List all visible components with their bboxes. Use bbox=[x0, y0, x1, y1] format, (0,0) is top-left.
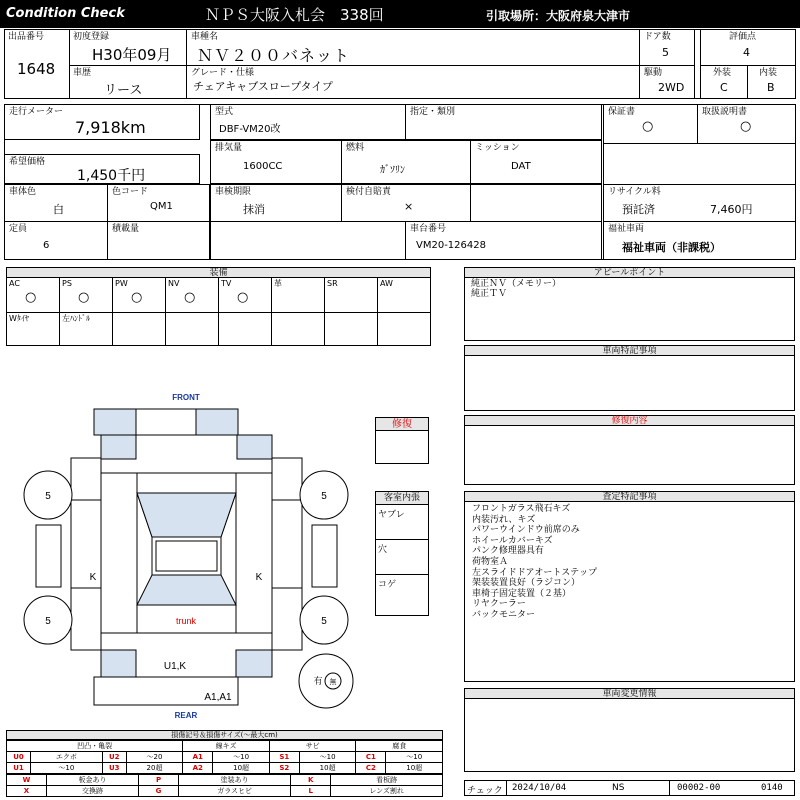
right-body bbox=[236, 473, 272, 633]
cabin-header: 客室内張 bbox=[375, 491, 429, 505]
roof-inner bbox=[156, 541, 217, 571]
legend-cell: U2 bbox=[102, 752, 126, 763]
equipment-cell bbox=[112, 312, 166, 346]
equipment-cell bbox=[271, 277, 325, 313]
note-line: パンク修理器具有 bbox=[472, 546, 544, 557]
interior-cell bbox=[747, 65, 796, 99]
equipment-header: 装備 bbox=[6, 267, 431, 278]
reg-date: H30年09月 bbox=[92, 46, 172, 64]
insurance-cell bbox=[341, 184, 471, 222]
drive-label: 駆動 bbox=[644, 68, 663, 78]
check-date: 2024/10/04 bbox=[512, 783, 567, 793]
equipment-cell bbox=[6, 312, 60, 346]
left-side-mark: K bbox=[89, 572, 97, 583]
designation-label: 指定・類別 bbox=[410, 107, 456, 117]
note-line: 荷物室Ａ bbox=[472, 556, 509, 567]
welfare-value: 福祉車両（非課税） bbox=[622, 241, 721, 254]
tire-mark-lf: 5 bbox=[45, 491, 51, 502]
lot-cell bbox=[4, 29, 70, 99]
left-front-fender bbox=[71, 458, 101, 500]
exterior-cell bbox=[700, 65, 748, 99]
legend-cell: U3 bbox=[102, 763, 126, 774]
equipment-mark: ○ bbox=[78, 290, 90, 305]
spare-status: 無 bbox=[329, 679, 337, 686]
lot-label: 出品番号 bbox=[8, 32, 45, 42]
legend-cell: 看板跡 bbox=[331, 775, 443, 786]
exterior-label: 外装 bbox=[713, 68, 732, 78]
legend-cell: X bbox=[7, 786, 47, 797]
chassis-label: 車台番号 bbox=[410, 224, 447, 234]
price-value: 1,450千円 bbox=[77, 168, 146, 184]
note-line: ホイールカバーキズ bbox=[472, 535, 553, 546]
legend-cell: 20超 bbox=[126, 763, 183, 774]
tire-mark-lr: 5 bbox=[45, 616, 51, 627]
reg-label: 初度登録 bbox=[73, 32, 110, 42]
equipment-label: AC bbox=[9, 279, 20, 288]
rear-damage-mark: U1,K bbox=[163, 661, 187, 672]
chassis-cell bbox=[405, 221, 602, 260]
drive-value: 2WD bbox=[658, 81, 685, 94]
insurance-extra-cell bbox=[470, 184, 602, 222]
equipment-label: TV bbox=[221, 279, 232, 288]
history-label: 車歴 bbox=[73, 68, 92, 78]
inspection-value: 抹消 bbox=[243, 203, 265, 216]
note-line: 内装汚れ、キズ bbox=[472, 514, 536, 525]
lot-number: 1648 bbox=[17, 60, 56, 78]
grade-value: チェアキャブスロープタイプ bbox=[193, 80, 333, 93]
footer-code: 00002-00 bbox=[677, 783, 721, 793]
recycle-cell bbox=[603, 184, 796, 222]
designation-cell bbox=[405, 104, 602, 140]
fuel-label: 燃料 bbox=[346, 143, 365, 153]
right-side-mark: K bbox=[255, 572, 263, 583]
equipment-mark: ○ bbox=[184, 290, 196, 305]
capacity-label: 定員 bbox=[9, 224, 28, 234]
grade-cell bbox=[186, 65, 640, 99]
hood-left-corner bbox=[101, 435, 136, 459]
repair-header: 修復 bbox=[375, 417, 429, 431]
appeal-box bbox=[464, 277, 795, 341]
front-bumper-left bbox=[94, 409, 136, 435]
capacity-cell bbox=[4, 221, 108, 260]
special-header: 車両特記事項 bbox=[464, 345, 795, 356]
history-cell bbox=[69, 65, 187, 99]
legend-cell: L bbox=[291, 786, 331, 797]
legend-cell: K bbox=[291, 775, 331, 786]
legend-group: 線キズ bbox=[183, 741, 270, 752]
equipment-cell bbox=[165, 312, 219, 346]
capacity-value: 6 bbox=[43, 240, 50, 251]
odometer-value: 7,918km bbox=[75, 118, 146, 137]
left-rear-quarter bbox=[71, 588, 101, 650]
changes-box bbox=[464, 698, 795, 772]
score-cell bbox=[700, 29, 796, 66]
legend-cell: C1 bbox=[356, 752, 386, 763]
equipment-label: Wﾀｲﾔ bbox=[9, 314, 29, 323]
cabin-item: ヤブレ bbox=[378, 510, 405, 520]
fuel-value: ｶﾞｿﾘﾝ bbox=[380, 165, 405, 176]
rear-label: REAR bbox=[174, 711, 198, 720]
right-front-fender bbox=[272, 458, 302, 500]
equipment-cell bbox=[218, 312, 272, 346]
equipment-cell bbox=[324, 312, 378, 346]
legend-cell: 10超 bbox=[386, 763, 443, 774]
inspection-cell bbox=[210, 184, 342, 222]
legend-cell: 10超 bbox=[213, 763, 270, 774]
appeal-line-2: 純正ＴＶ bbox=[471, 289, 508, 299]
displacement-value: 1600CC bbox=[243, 161, 283, 172]
equipment-cell bbox=[218, 277, 272, 313]
model-value: DBF-VM20改 bbox=[219, 124, 281, 135]
legend-cell: ガラスヒビ bbox=[179, 786, 291, 797]
legend-cell: 〜10 bbox=[386, 752, 443, 763]
reg-cell bbox=[69, 29, 187, 66]
cabin-item: コゲ bbox=[378, 580, 397, 590]
notes-list bbox=[472, 504, 597, 621]
bumper-damage-mark: A1,A1 bbox=[204, 692, 232, 703]
color-cell bbox=[4, 184, 108, 222]
mission-label: ミッション bbox=[475, 143, 520, 153]
appeal-header: アピールポイント bbox=[464, 267, 795, 278]
legend-cell: 〜10 bbox=[31, 763, 103, 774]
equipment-label: SR bbox=[327, 279, 338, 288]
equipment-label: PS bbox=[62, 279, 72, 288]
equipment-mark: ○ bbox=[131, 290, 143, 305]
note-line: リヤクーラー bbox=[472, 599, 526, 610]
odometer-cell bbox=[4, 104, 200, 140]
recycle-amount: 7,460円 bbox=[710, 203, 753, 216]
score-label: 評価点 bbox=[729, 32, 757, 42]
colorcode-label: 色コード bbox=[112, 187, 149, 197]
legend-cell: S2 bbox=[269, 763, 299, 774]
equipment-label: AW bbox=[380, 279, 393, 288]
odometer-label: 走行メーター bbox=[9, 107, 64, 117]
blank-right-cell bbox=[603, 143, 796, 185]
price-cell bbox=[4, 154, 200, 184]
warranty-cell bbox=[603, 104, 698, 144]
legend-cell: P bbox=[139, 775, 179, 786]
equipment-label: 左ﾊﾝﾄﾞﾙ bbox=[62, 314, 90, 323]
footer-divider bbox=[506, 781, 507, 795]
equipment-label: PW bbox=[115, 279, 128, 288]
color-label: 車体色 bbox=[9, 187, 37, 197]
grade-label: グレード・仕様 bbox=[191, 68, 255, 78]
legend-cell: U1 bbox=[7, 763, 31, 774]
note-line: 架装装置良好（ラジコン） bbox=[472, 578, 581, 589]
legend-cell: エクボ bbox=[31, 752, 103, 763]
right-slide-door bbox=[272, 500, 302, 588]
tire-mark-rr: 5 bbox=[321, 616, 327, 627]
notes-header: 査定特記事項 bbox=[464, 491, 795, 502]
equipment-cell bbox=[6, 277, 60, 313]
manual-label: 取扱説明書 bbox=[702, 107, 748, 117]
footer-bar bbox=[464, 780, 795, 796]
mission-value: DAT bbox=[511, 161, 531, 172]
model-label: 型式 bbox=[215, 107, 234, 117]
equipment-cell bbox=[324, 277, 378, 313]
recycle-status: 預託済 bbox=[622, 203, 655, 216]
legend-header: 損傷記号＆損傷サイズ(〜最大cm) bbox=[6, 730, 443, 740]
legend-cell: 〜10 bbox=[299, 752, 356, 763]
legend-cell: W bbox=[7, 775, 47, 786]
notes-box bbox=[464, 501, 795, 682]
welfare-label: 福祉車両 bbox=[608, 224, 645, 234]
doors-label: ドア数 bbox=[644, 32, 671, 42]
score-value: 4 bbox=[743, 46, 750, 59]
legend-cell: 板金あり bbox=[47, 775, 139, 786]
warranty-mark: ○ bbox=[642, 119, 654, 134]
equipment-cell bbox=[59, 312, 113, 346]
note-line: 車椅子固定装置（２基） bbox=[472, 588, 572, 599]
displacement-label: 排気量 bbox=[215, 143, 243, 153]
trunk-label: trunk bbox=[175, 616, 197, 626]
legend-group: サビ bbox=[269, 741, 356, 752]
cabin-box bbox=[375, 504, 429, 616]
warranty-label: 保証書 bbox=[608, 107, 636, 117]
insurance-label: 検付自賠責 bbox=[346, 187, 392, 197]
displacement-cell bbox=[210, 140, 342, 184]
equipment-mark: ○ bbox=[25, 290, 37, 305]
inspector: NS bbox=[612, 783, 625, 793]
price-label: 希望価格 bbox=[9, 157, 46, 167]
left-mirror bbox=[36, 525, 61, 587]
legend-cell: 交換跡 bbox=[47, 786, 139, 797]
auction-name: ＮＰＳ大阪入札会 338回 bbox=[205, 6, 384, 24]
exterior-value: C bbox=[720, 81, 728, 94]
footer-num: 0140 bbox=[761, 783, 783, 793]
legend-cell: 10超 bbox=[299, 763, 356, 774]
equipment-label: 革 bbox=[274, 279, 282, 288]
name-cell bbox=[186, 29, 640, 66]
hood-right-corner bbox=[237, 435, 272, 459]
mission-cell bbox=[470, 140, 602, 184]
right-mirror bbox=[312, 525, 337, 587]
manual-cell bbox=[697, 104, 796, 144]
legend-cell: U0 bbox=[7, 752, 31, 763]
header-bar bbox=[0, 0, 800, 28]
cabin-divider bbox=[376, 539, 428, 540]
welfare-cell bbox=[603, 221, 796, 260]
insurance-mark: × bbox=[404, 200, 414, 213]
cabin-item: 穴 bbox=[378, 545, 388, 555]
note-line: パワーウインドウ前席のみ bbox=[472, 525, 580, 536]
right-rear-quarter bbox=[272, 588, 302, 650]
equipment-cell bbox=[112, 277, 166, 313]
legend-cell: S1 bbox=[269, 752, 299, 763]
colorcode-value: QM1 bbox=[150, 201, 173, 212]
note-line: フロントガラス飛石キズ bbox=[472, 504, 571, 514]
history-value: リース bbox=[104, 83, 143, 98]
changes-header: 車両変更情報 bbox=[464, 688, 795, 699]
equipment-cell bbox=[271, 312, 325, 346]
legend-cell: A2 bbox=[183, 763, 213, 774]
repair-content-box bbox=[464, 425, 795, 485]
cabin-divider bbox=[376, 574, 428, 575]
back-door-left bbox=[101, 650, 136, 677]
legend-cell: G bbox=[139, 786, 179, 797]
pickup-location: 引取場所：大阪府泉大津市 bbox=[486, 9, 631, 23]
tire-mark-rf: 5 bbox=[321, 491, 327, 502]
legend-cell: 〜10 bbox=[213, 752, 270, 763]
front-label: FRONT bbox=[172, 393, 200, 402]
color-value: 白 bbox=[53, 203, 64, 216]
note-line: バックモニター bbox=[472, 609, 536, 620]
doc-title: Condition Check bbox=[6, 6, 125, 21]
doors-cell bbox=[639, 29, 695, 66]
spare-label: 有 bbox=[313, 676, 323, 686]
equipment-cell bbox=[377, 277, 431, 313]
appeal-line-1: 純正ＮＶ（メモリー） bbox=[471, 279, 562, 289]
recycle-label: リサイクル料 bbox=[608, 187, 661, 197]
back-door-right bbox=[236, 650, 272, 677]
legend-group: 腐食 bbox=[356, 741, 443, 752]
chassis-value: VM20-126428 bbox=[416, 240, 486, 251]
interior-value: B bbox=[767, 81, 775, 94]
inspection-label: 車検期限 bbox=[215, 187, 252, 197]
windshield-glass bbox=[137, 493, 236, 537]
drive-cell bbox=[639, 65, 695, 99]
legend-cell: レンズ割れ bbox=[331, 786, 443, 797]
front-bumper-right bbox=[196, 409, 238, 435]
interior-label: 内装 bbox=[759, 68, 778, 78]
left-body bbox=[101, 473, 137, 633]
colorcode-cell bbox=[107, 184, 210, 222]
legend-cell: 塗装あり bbox=[179, 775, 291, 786]
vehicle-name: ＮＶ２００バネット bbox=[197, 46, 351, 65]
note-line: 左スライドドアオートステップ bbox=[472, 567, 598, 578]
equipment-cell bbox=[59, 277, 113, 313]
legend-cell: A1 bbox=[183, 752, 213, 763]
rear-window bbox=[137, 575, 236, 605]
footer-divider bbox=[669, 781, 670, 795]
equipment-label: NV bbox=[168, 279, 180, 288]
equipment-cell bbox=[165, 277, 219, 313]
doors-value: 5 bbox=[662, 46, 669, 59]
left-slide-door bbox=[71, 500, 101, 588]
name-label: 車種名 bbox=[191, 32, 219, 42]
blank-mid-cell bbox=[210, 221, 406, 260]
load-cell bbox=[107, 221, 210, 260]
check-label: チェック bbox=[467, 786, 503, 796]
repair-box bbox=[375, 430, 429, 464]
legend-cell: C2 bbox=[356, 763, 386, 774]
legend-cell: 〜20 bbox=[126, 752, 183, 763]
fuel-cell bbox=[341, 140, 471, 184]
equipment-mark: ○ bbox=[237, 290, 249, 305]
load-label: 積載量 bbox=[112, 224, 140, 234]
special-box bbox=[464, 355, 795, 411]
manual-mark: ○ bbox=[740, 119, 752, 134]
repair-content-header: 修復内容 bbox=[464, 415, 795, 426]
legend-group: 凹凸・亀裂 bbox=[7, 741, 183, 752]
